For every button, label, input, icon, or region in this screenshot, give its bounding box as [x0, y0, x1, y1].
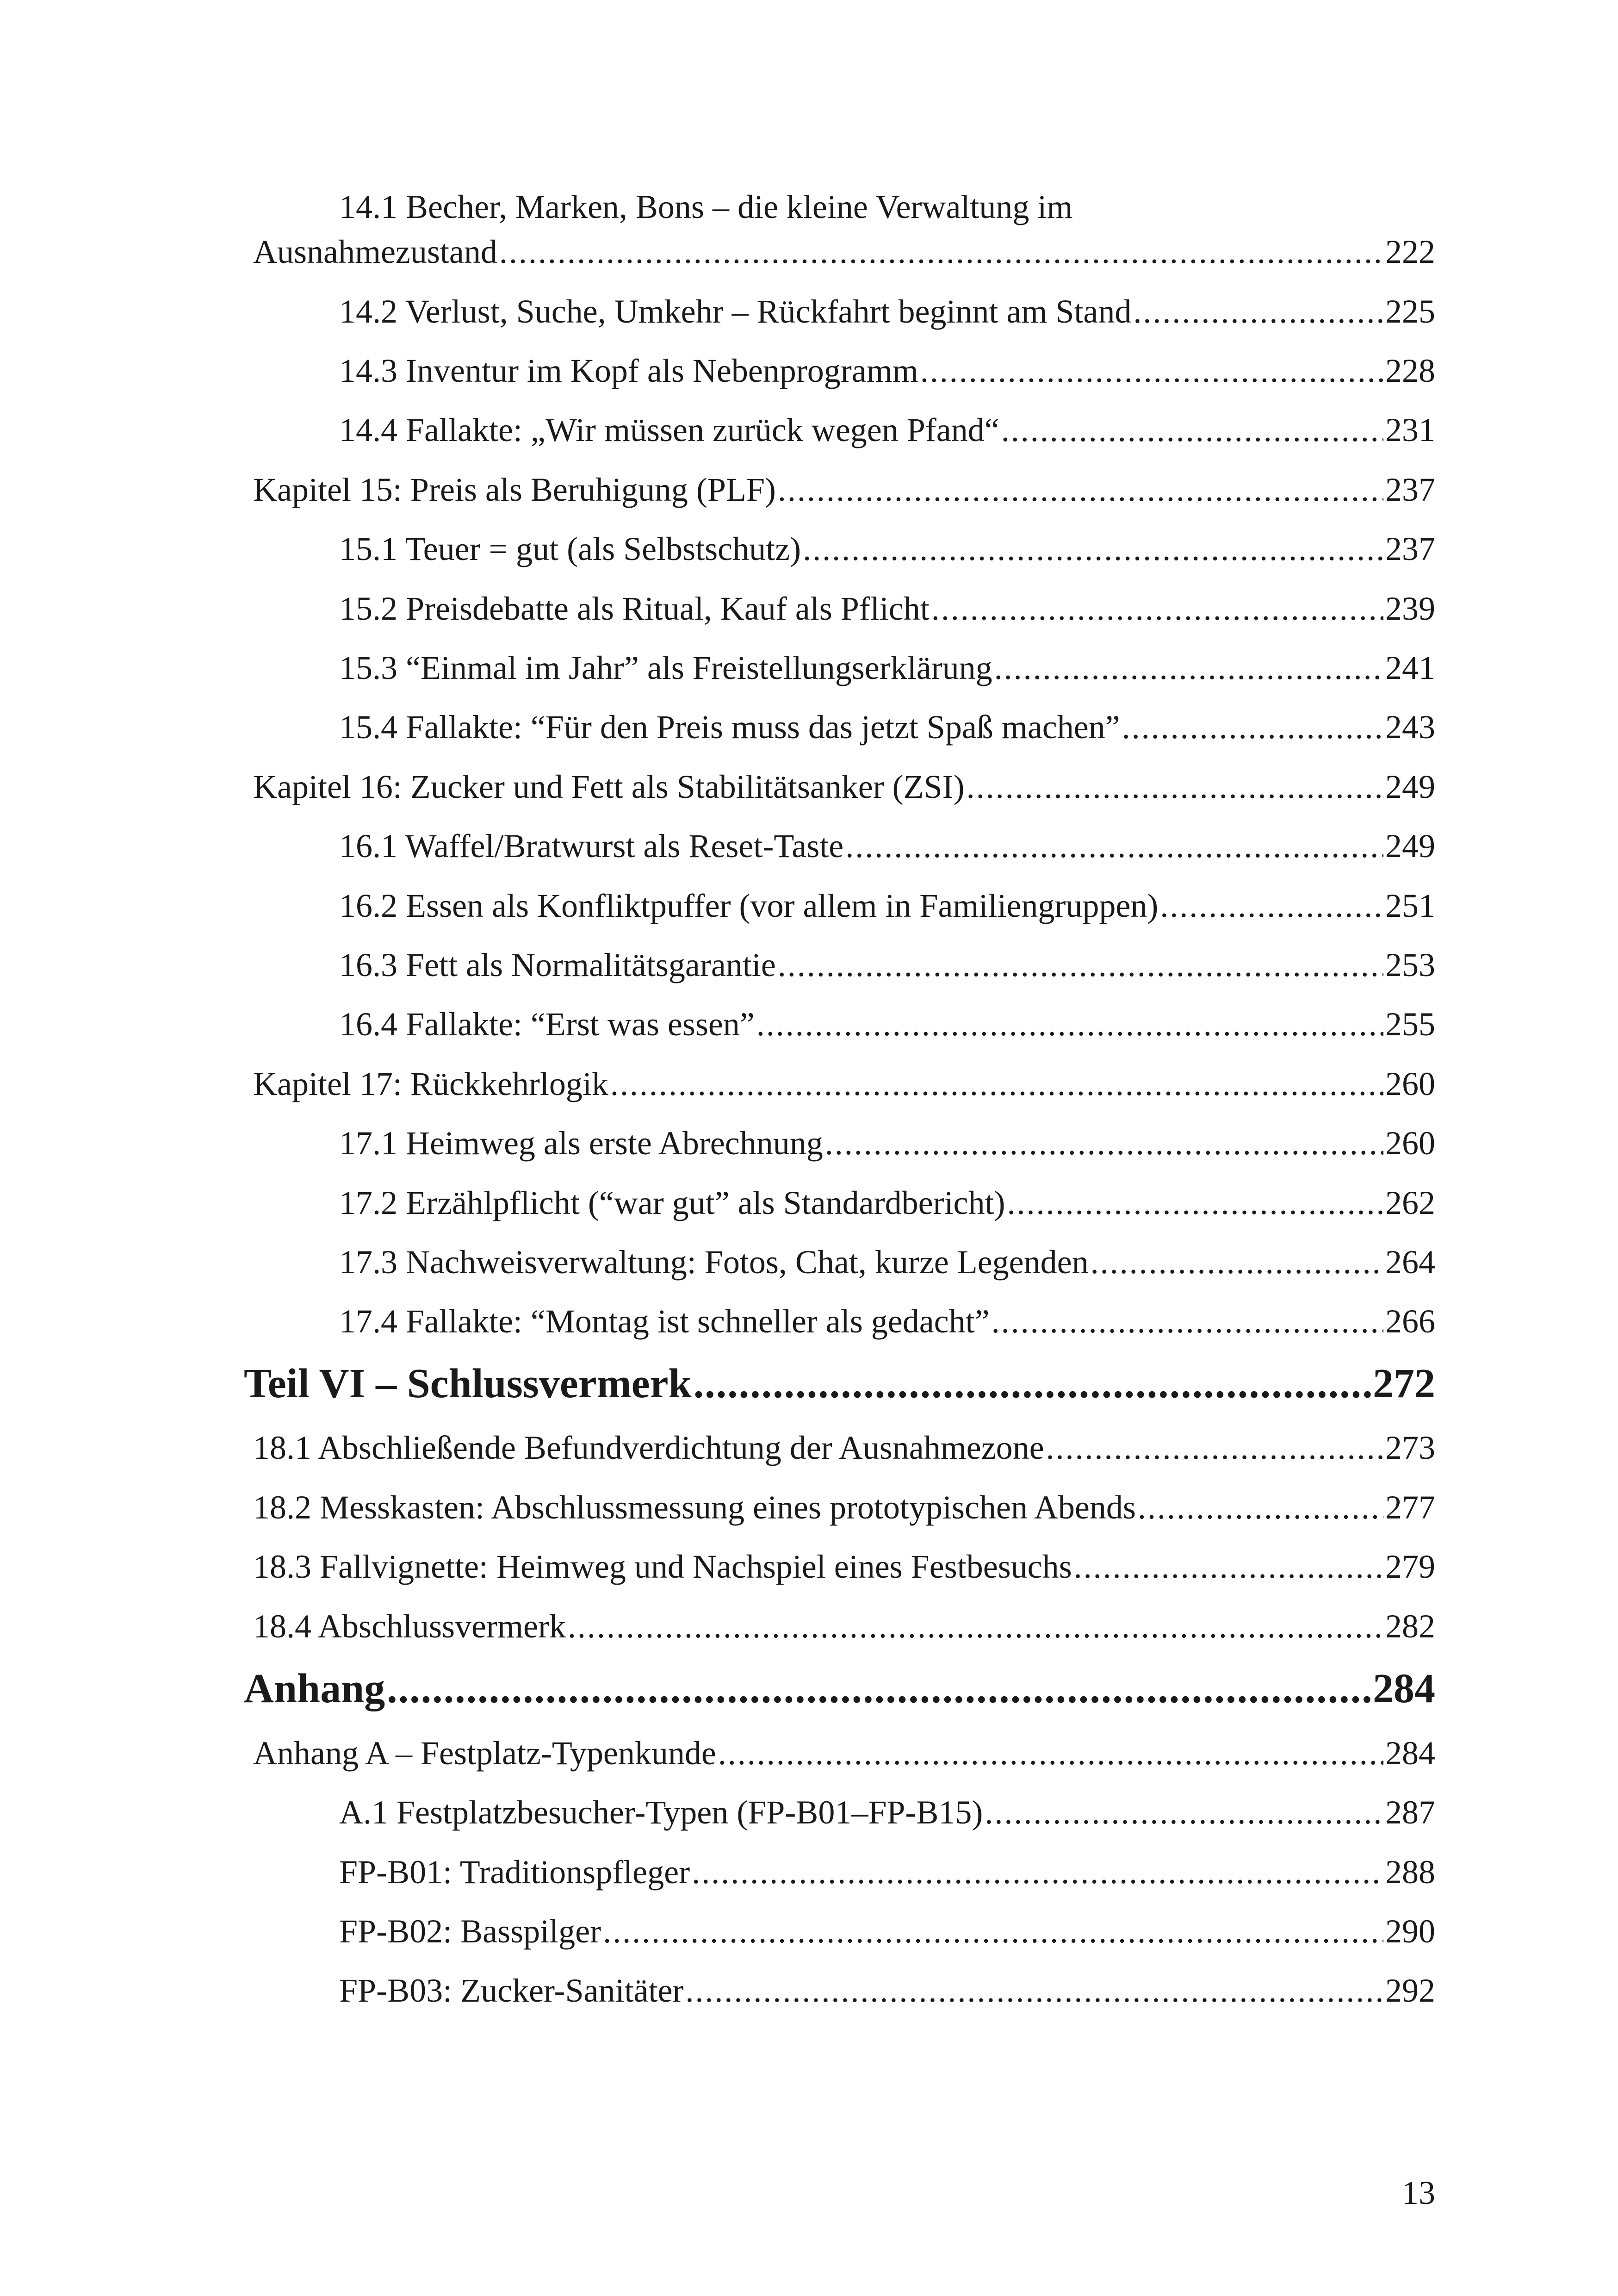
toc-entry[interactable]	[339, 1305, 1435, 1338]
toc-entry[interactable]	[339, 651, 1435, 684]
toc-entry-page: 284	[1373, 1666, 1435, 1711]
dot-leader	[603, 1915, 1383, 1948]
toc-entry-title: 18.4 Abschlussvermerk	[253, 1608, 566, 1645]
dot-leader	[685, 1974, 1383, 2007]
toc-entry-page: 288	[1385, 1854, 1435, 1891]
toc-entry-title: Ausnahmezustand	[253, 233, 497, 270]
toc-part-entry[interactable]	[244, 1668, 1435, 1710]
toc-entry[interactable]	[339, 1855, 1435, 1889]
toc-entry[interactable]	[339, 1974, 1435, 2007]
toc-entry-page: 282	[1385, 1608, 1435, 1645]
toc-entry-page: 237	[1385, 530, 1435, 567]
dot-leader	[1001, 413, 1383, 447]
toc-entry-title: A.1 Festplatzbesucher-Typen (FP-B01–FP-B15)	[339, 1794, 983, 1831]
toc-entry-page: 255	[1385, 1006, 1435, 1043]
toc-entry-page: 243	[1385, 709, 1435, 746]
toc-entry[interactable]	[339, 1008, 1435, 1041]
toc-entry-title: 17.2 Erzählpflicht (“war gut” als Standardbericht)	[339, 1184, 1005, 1221]
toc-entry[interactable]	[339, 889, 1435, 922]
toc-entry[interactable]	[339, 1796, 1435, 1829]
toc-entry-page: 266	[1385, 1303, 1435, 1340]
dot-leader	[985, 1796, 1383, 1829]
toc-entry-page: 237	[1385, 471, 1435, 508]
dot-leader	[825, 1126, 1383, 1160]
dot-leader	[992, 1305, 1383, 1338]
toc-entry-title: 14.2 Verlust, Suche, Umkehr – Rückfahrt beginnt am Stand	[339, 293, 1132, 330]
dot-leader	[778, 948, 1383, 982]
dot-leader	[568, 1610, 1383, 1643]
dot-leader	[967, 770, 1383, 803]
toc-entry-page: 222	[1385, 233, 1435, 270]
toc-entry-title: FP-B01: Traditionspfleger	[339, 1854, 690, 1891]
toc-entry-title: Kapitel 15: Preis als Beruhigung (PLF)	[253, 471, 776, 508]
toc-entry-page: 284	[1385, 1735, 1435, 1772]
toc-entry[interactable]	[339, 1126, 1435, 1160]
toc-entry[interactable]	[253, 1610, 1435, 1643]
toc-entry-title-line1: 14.1 Becher, Marken, Bons – die kleine Verwaltung im	[339, 188, 1073, 225]
toc-entry-title: 18.1 Abschließende Befundverdichtung der Ausnahmezone	[253, 1429, 1044, 1466]
dot-leader	[499, 235, 1383, 268]
dot-leader	[756, 1008, 1383, 1041]
toc-entry-page: 231	[1385, 411, 1435, 448]
toc-entry-title: Teil VI – Schlussvermerk	[244, 1361, 692, 1406]
toc-entry[interactable]	[339, 829, 1435, 863]
page-number: 13	[1402, 2174, 1435, 2211]
toc-entry-page: 273	[1385, 1429, 1435, 1466]
toc-entry[interactable]	[339, 295, 1435, 328]
toc-entry-title: 15.2 Preisdebatte als Ritual, Kauf als Pflicht	[339, 590, 930, 627]
toc-entry-page: 292	[1385, 1972, 1435, 2009]
toc-entry-page: 241	[1385, 649, 1435, 686]
dot-leader	[803, 532, 1383, 566]
toc-entry-title: Anhang	[244, 1666, 385, 1711]
toc-entry[interactable]	[253, 1491, 1435, 1524]
dot-leader	[920, 354, 1383, 387]
dot-leader	[610, 1067, 1383, 1101]
dot-leader	[778, 473, 1383, 506]
toc-entry-title: 18.2 Messkasten: Abschlussmessung eines prototypischen Abends	[253, 1489, 1136, 1526]
toc-part-entry[interactable]	[244, 1363, 1435, 1405]
dot-leader	[845, 829, 1383, 863]
toc-entry[interactable]	[339, 354, 1435, 387]
toc-entry-title: FP-B03: Zucker-Sanitäter	[339, 1972, 684, 2009]
toc-chapter-entry[interactable]	[253, 473, 1435, 506]
toc-entry[interactable]	[253, 1431, 1435, 1464]
toc-entry-page: 264	[1385, 1244, 1435, 1281]
dot-leader	[931, 592, 1383, 625]
toc-entry[interactable]	[339, 413, 1435, 447]
toc-entry-page: 262	[1385, 1184, 1435, 1221]
dot-leader	[1074, 1550, 1383, 1583]
toc-entry-title: 16.2 Essen als Konfliktpuffer (vor allem in Familiengruppen)	[339, 887, 1159, 924]
toc-entry-page: 290	[1385, 1913, 1435, 1950]
toc-entry-title: 15.1 Teuer = gut (als Selbstschutz)	[339, 530, 801, 567]
toc-entry[interactable]	[339, 1186, 1435, 1220]
toc-entry-page: 260	[1385, 1125, 1435, 1162]
dot-leader	[387, 1668, 1371, 1710]
toc-entry[interactable]	[339, 532, 1435, 566]
toc-entry-page: 287	[1385, 1794, 1435, 1831]
toc-entry-page: 251	[1385, 887, 1435, 924]
dot-leader	[994, 651, 1383, 684]
toc-entry[interactable]	[339, 1915, 1435, 1948]
dot-leader	[1122, 710, 1383, 744]
toc-entry-title: 15.3 “Einmal im Jahr” als Freistellungserklärung	[339, 649, 992, 686]
toc-entry-title: 14.3 Inventur im Kopf als Nebenprogramm	[339, 352, 918, 389]
toc-entry-title: FP-B02: Basspilger	[339, 1913, 601, 1950]
toc-entry[interactable]	[253, 1550, 1435, 1583]
toc-entry[interactable]	[339, 592, 1435, 625]
dot-leader	[1091, 1245, 1383, 1279]
toc-entry-title: 17.1 Heimweg als erste Abrechnung	[339, 1125, 823, 1162]
toc-entry-title: 16.1 Waffel/Bratwurst als Reset-Taste	[339, 828, 844, 865]
toc-entry-page: 228	[1385, 352, 1435, 389]
toc-entry-title: Kapitel 16: Zucker und Fett als Stabilitätsanker (ZSI)	[253, 768, 965, 805]
toc-entry-title: 18.3 Fallvignette: Heimweg und Nachspiel eines Festbesuchs	[253, 1548, 1072, 1585]
toc-entry[interactable]	[339, 710, 1435, 744]
toc-entry-title: 16.4 Fallakte: “Erst was essen”	[339, 1006, 755, 1043]
dot-leader	[694, 1363, 1371, 1405]
toc-entry-page: 253	[1385, 946, 1435, 983]
toc-entry-title: 14.4 Fallakte: „Wir müssen zurück wegen Pfand“	[339, 411, 999, 448]
toc-chapter-entry[interactable]	[253, 1067, 1435, 1101]
dot-leader	[718, 1736, 1383, 1770]
toc-entry-title: 17.4 Fallakte: “Montag ist schneller als gedacht”	[339, 1303, 990, 1340]
toc-entry-title: 15.4 Fallakte: “Für den Preis muss das jetzt Spaß machen”	[339, 709, 1120, 746]
toc-entry-page: 277	[1385, 1489, 1435, 1526]
toc-chapter-entry[interactable]	[253, 1736, 1435, 1770]
toc-entry-page: 239	[1385, 590, 1435, 627]
toc-entry-title: Anhang A – Festplatz-Typenkunde	[253, 1735, 716, 1772]
toc-entry-page: 249	[1385, 828, 1435, 865]
toc-entry-page: 225	[1385, 293, 1435, 330]
toc-chapter-entry[interactable]	[253, 770, 1435, 803]
toc-entry[interactable]	[253, 235, 1435, 268]
toc-entry-title: 17.3 Nachweisverwaltung: Fotos, Chat, kurze Legenden	[339, 1244, 1089, 1281]
toc-entry-title: Kapitel 17: Rückkehrlogik	[253, 1065, 608, 1102]
toc-entry[interactable]	[339, 948, 1435, 982]
dot-leader	[1046, 1431, 1383, 1464]
toc-entry-page: 272	[1373, 1361, 1435, 1406]
dot-leader	[1133, 295, 1383, 328]
toc-entry[interactable]	[339, 1245, 1435, 1279]
dot-leader	[692, 1855, 1383, 1889]
toc-entry-page: 249	[1385, 768, 1435, 805]
toc-entry-page: 260	[1385, 1065, 1435, 1102]
toc-entry-page: 279	[1385, 1548, 1435, 1585]
dot-leader	[1007, 1186, 1383, 1220]
dot-leader	[1138, 1491, 1383, 1524]
dot-leader	[1160, 889, 1383, 922]
toc-entry-title: 16.3 Fett als Normalitätsgarantie	[339, 946, 776, 983]
